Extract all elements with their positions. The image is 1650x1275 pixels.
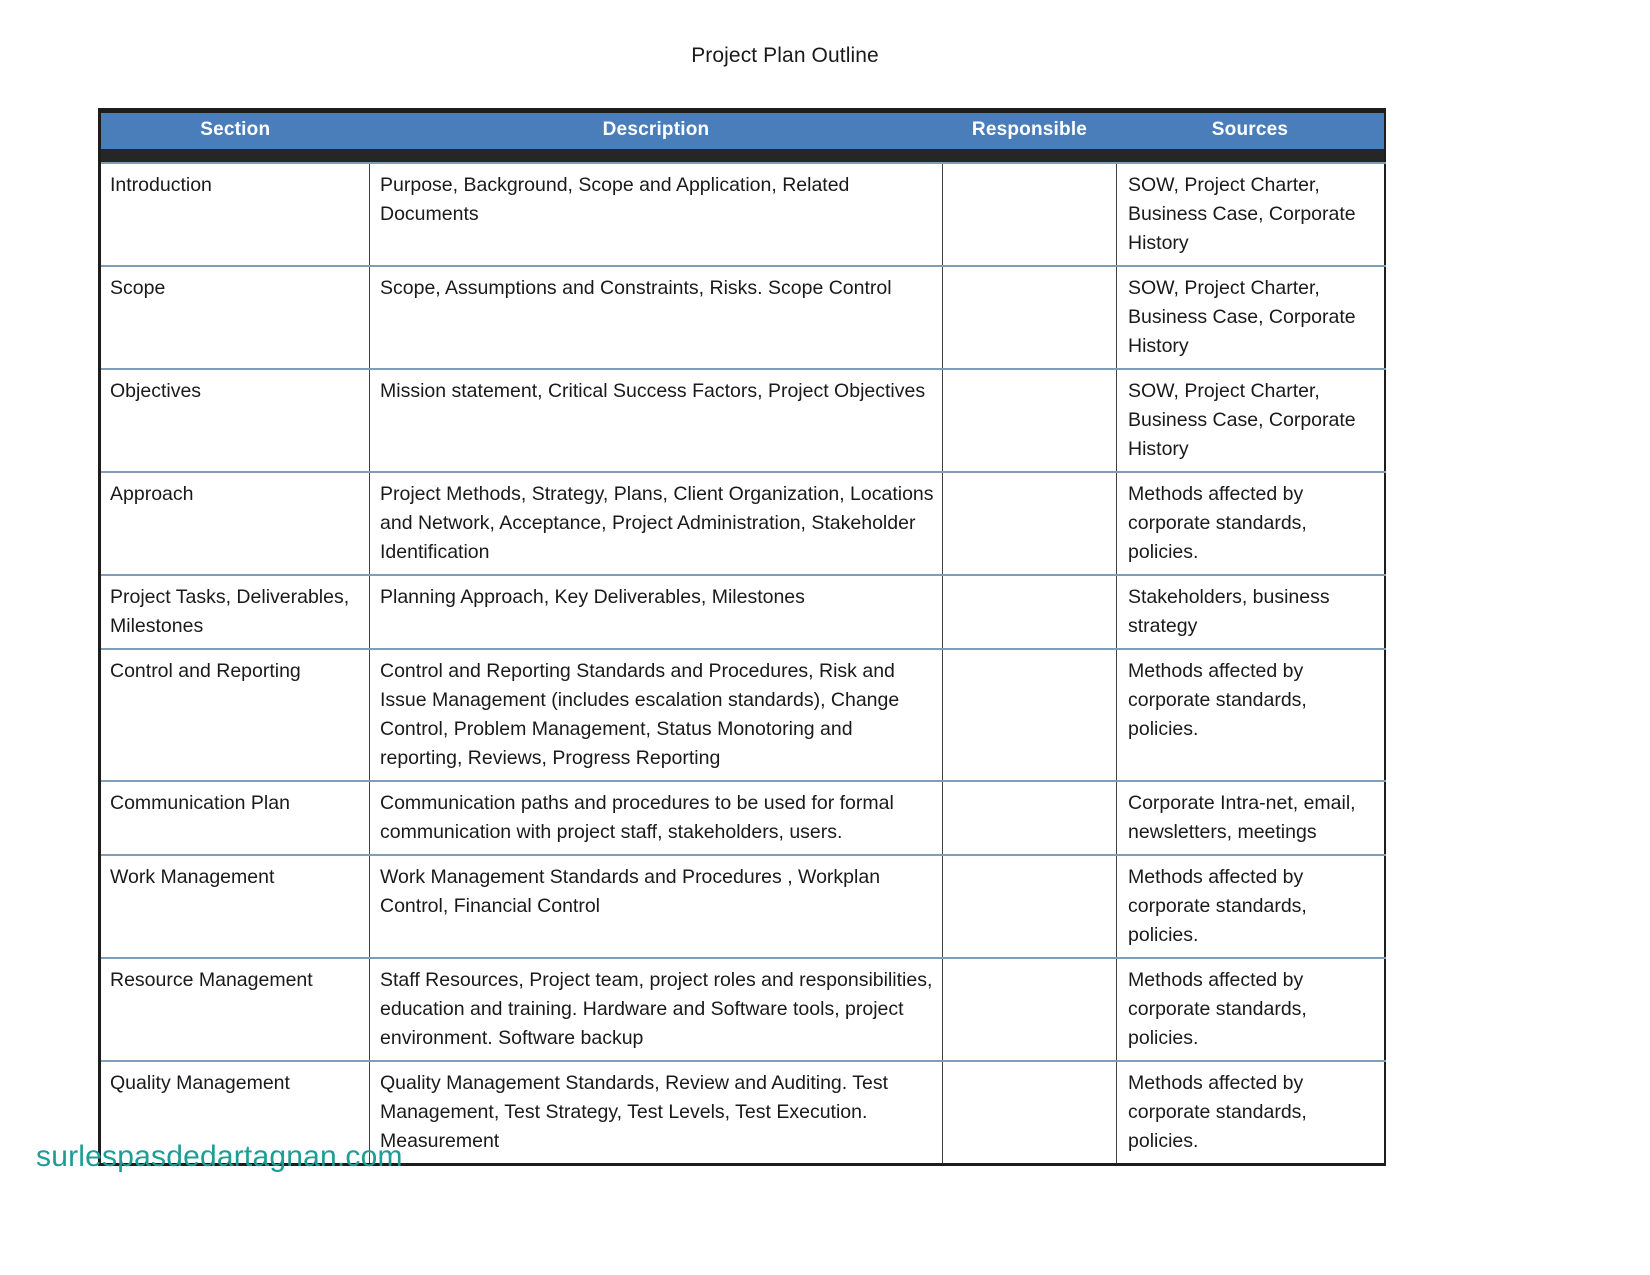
table-row <box>100 958 1385 1061</box>
cell-description: Staff Resources, Project team, project roles and responsibilities, education and training. Hardware and Software tools, project environment. Software backup <box>370 958 943 1061</box>
cell-description: Planning Approach, Key Deliverables, Milestones <box>370 575 943 649</box>
cell-responsible <box>943 266 1117 369</box>
cell-responsible <box>943 649 1117 781</box>
cell-section: Control and Reporting <box>100 649 370 781</box>
cell-section: Project Tasks, Deliverables, Milestones <box>100 575 370 649</box>
cell-responsible <box>943 369 1117 472</box>
table-body <box>100 163 1385 1165</box>
cell-responsible <box>943 575 1117 649</box>
cell-section: Approach <box>100 472 370 575</box>
cell-description: Work Management Standards and Procedures , Workplan Control, Financial Control <box>370 855 943 958</box>
table-row <box>100 855 1385 958</box>
project-plan-table-wrapper <box>98 108 1383 1166</box>
cell-description: Quality Management Standards, Review and Auditing. Test Management, Test Strategy, Test Levels, Test Execution. Measurement <box>370 1061 943 1165</box>
cell-sources: Stakeholders, business strategy <box>1117 575 1385 649</box>
cell-description: Control and Reporting Standards and Procedures, Risk and Issue Management (includes escalation standards), Change Control, Problem Management, Status Monotoring and reporting, Reviews, Progress Reporting <box>370 649 943 781</box>
cell-description: Communication paths and procedures to be used for formal communication with project staff, stakeholders, users. <box>370 781 943 855</box>
table-row <box>100 266 1385 369</box>
cell-section: Quality Management <box>100 1061 370 1165</box>
project-plan-table <box>98 108 1386 1166</box>
cell-sources: Corporate Intra-net, email, newsletters, meetings <box>1117 781 1385 855</box>
cell-sources: Methods affected by corporate standards, policies. <box>1117 1061 1385 1165</box>
cell-sources: Methods affected by corporate standards, policies. <box>1117 855 1385 958</box>
column-header-sources: Sources <box>1117 111 1385 150</box>
cell-description: Project Methods, Strategy, Plans, Client Organization, Locations and Network, Acceptance, Project Administration, Stakeholder Identification <box>370 472 943 575</box>
cell-responsible <box>943 1061 1117 1165</box>
cell-sources: Methods affected by corporate standards, policies. <box>1117 958 1385 1061</box>
column-header-section: Section <box>100 111 370 150</box>
table-row <box>100 163 1385 266</box>
cell-responsible <box>943 472 1117 575</box>
page-title: Project Plan Outline <box>691 44 879 67</box>
column-header-description: Description <box>370 111 943 150</box>
cell-section: Resource Management <box>100 958 370 1061</box>
table-row <box>100 781 1385 855</box>
table-row <box>100 649 1385 781</box>
table-header <box>100 111 1385 164</box>
cell-sources: SOW, Project Charter, Business Case, Corporate History <box>1117 369 1385 472</box>
cell-sources: SOW, Project Charter, Business Case, Corporate History <box>1117 266 1385 369</box>
table-row <box>100 575 1385 649</box>
table-header-row <box>100 111 1385 150</box>
cell-section: Communication Plan <box>100 781 370 855</box>
table-header-rule <box>100 149 1385 163</box>
cell-description: Scope, Assumptions and Constraints, Risks. Scope Control <box>370 266 943 369</box>
cell-section: Objectives <box>100 369 370 472</box>
cell-sources: SOW, Project Charter, Business Case, Corporate History <box>1117 163 1385 266</box>
cell-responsible <box>943 781 1117 855</box>
cell-responsible <box>943 855 1117 958</box>
cell-sources: Methods affected by corporate standards, policies. <box>1117 649 1385 781</box>
cell-section: Introduction <box>100 163 370 266</box>
cell-responsible <box>943 958 1117 1061</box>
cell-description: Mission statement, Critical Success Factors, Project Objectives <box>370 369 943 472</box>
site-watermark: surlespasdedartagnan.com <box>36 1140 403 1173</box>
cell-sources: Methods affected by corporate standards, policies. <box>1117 472 1385 575</box>
header-dark-band <box>100 149 1385 163</box>
column-header-responsible: Responsible <box>943 111 1117 150</box>
table-row <box>100 369 1385 472</box>
cell-section: Work Management <box>100 855 370 958</box>
cell-description: Purpose, Background, Scope and Application, Related Documents <box>370 163 943 266</box>
cell-responsible <box>943 163 1117 266</box>
table-row <box>100 472 1385 575</box>
cell-section: Scope <box>100 266 370 369</box>
